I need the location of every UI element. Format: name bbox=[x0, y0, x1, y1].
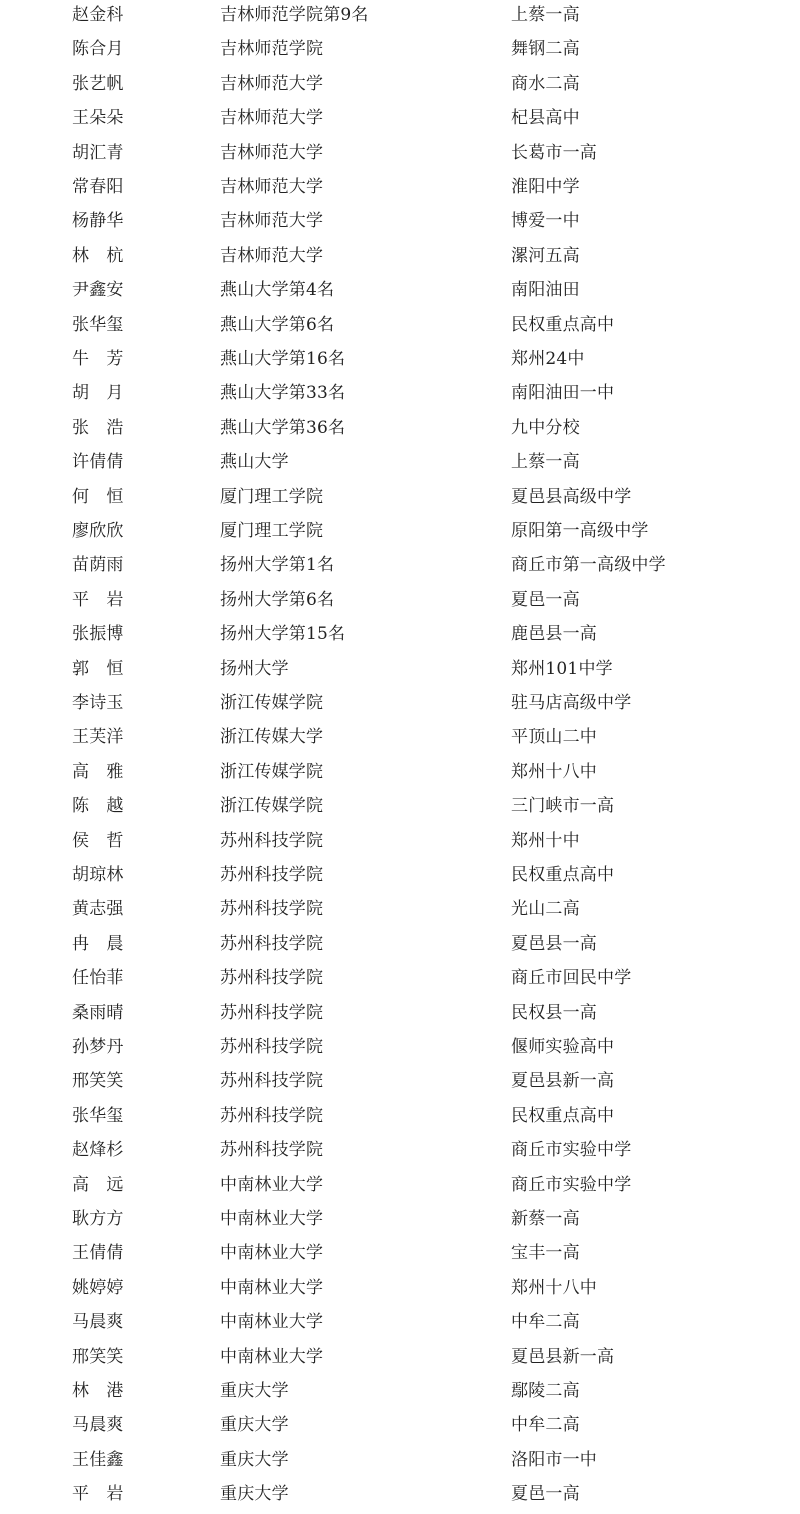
university-name: 中南林业大学 bbox=[220, 1277, 324, 1298]
student-name: 张 浩 bbox=[72, 417, 124, 438]
list-row bbox=[0, 1032, 800, 1066]
high-school-name: 漯河五高 bbox=[511, 245, 580, 266]
student-name: 桑雨晴 bbox=[72, 1002, 124, 1023]
high-school-name: 原阳第一高级中学 bbox=[511, 521, 649, 541]
list-row bbox=[0, 1135, 800, 1169]
high-school-name: 郑州十八中 bbox=[511, 761, 597, 782]
student-name: 邢笑笑 bbox=[72, 1071, 124, 1092]
list-row bbox=[0, 1170, 800, 1204]
high-school-name: 新蔡一高 bbox=[511, 1209, 580, 1229]
list-row bbox=[0, 206, 800, 240]
list-row bbox=[0, 998, 800, 1032]
list-row bbox=[0, 447, 800, 481]
student-name: 胡琼林 bbox=[72, 865, 124, 885]
student-name: 平 岩 bbox=[72, 1484, 124, 1505]
university-name: 苏州科技学院 bbox=[220, 1037, 324, 1057]
university-name: 重庆大学 bbox=[220, 1415, 289, 1436]
list-row bbox=[0, 929, 800, 963]
university-name: 扬州大学 bbox=[220, 658, 289, 679]
student-name: 林 杭 bbox=[72, 245, 124, 266]
high-school-name: 中牟二高 bbox=[511, 1312, 580, 1333]
list-row bbox=[0, 585, 800, 619]
high-school-name: 商丘市实验中学 bbox=[511, 1140, 632, 1161]
student-name: 马晨爽 bbox=[72, 1312, 124, 1333]
high-school-name: 上蔡一高 bbox=[511, 452, 580, 473]
high-school-name: 平顶山二中 bbox=[511, 727, 597, 748]
student-name: 陈 越 bbox=[72, 796, 124, 817]
student-name: 陈合月 bbox=[72, 39, 124, 60]
list-row bbox=[0, 826, 800, 860]
student-name: 许倩倩 bbox=[72, 452, 124, 473]
university-name: 重庆大学 bbox=[220, 1484, 289, 1505]
university-name: 中南林业大学 bbox=[220, 1346, 324, 1367]
university-name: 重庆大学 bbox=[220, 1449, 289, 1470]
student-name: 王倩倩 bbox=[72, 1243, 124, 1264]
high-school-name: 商丘市回民中学 bbox=[511, 968, 632, 989]
high-school-name: 上蔡一高 bbox=[511, 5, 580, 25]
university-name: 浙江传媒学院 bbox=[220, 796, 324, 817]
list-row bbox=[0, 688, 800, 722]
student-name: 高 雅 bbox=[72, 761, 124, 782]
high-school-name: 夏邑县一高 bbox=[511, 933, 597, 954]
high-school-name: 偃师实验高中 bbox=[511, 1037, 615, 1057]
list-row bbox=[0, 413, 800, 447]
university-name: 扬州大学第1名 bbox=[220, 555, 335, 576]
list-row bbox=[0, 1342, 800, 1376]
university-name: 吉林师范大学 bbox=[220, 245, 324, 266]
student-name: 牛 芳 bbox=[72, 349, 124, 369]
list-row bbox=[0, 963, 800, 997]
university-name: 浙江传媒大学 bbox=[220, 727, 324, 748]
list-row bbox=[0, 1101, 800, 1135]
list-row bbox=[0, 344, 800, 378]
list-row bbox=[0, 1307, 800, 1341]
university-name: 燕山大学第6名 bbox=[220, 314, 335, 335]
university-name: 苏州科技学院 bbox=[220, 1140, 324, 1161]
high-school-name: 商水二高 bbox=[511, 73, 580, 94]
list-row bbox=[0, 757, 800, 791]
university-name: 吉林师范学院第9名 bbox=[220, 5, 369, 25]
university-name: 苏州科技学院 bbox=[220, 865, 324, 885]
high-school-name: 淮阳中学 bbox=[511, 177, 580, 197]
high-school-name: 鄢陵二高 bbox=[511, 1381, 580, 1401]
student-name: 苗荫雨 bbox=[72, 555, 124, 576]
university-name: 浙江传媒学院 bbox=[220, 761, 324, 782]
list-row bbox=[0, 172, 800, 206]
student-name: 何 恒 bbox=[72, 486, 124, 507]
student-name: 高 远 bbox=[72, 1174, 124, 1195]
student-name: 张振博 bbox=[72, 624, 124, 645]
university-name: 燕山大学第36名 bbox=[220, 417, 346, 438]
student-name: 张华玺 bbox=[72, 314, 124, 335]
student-name: 李诗玉 bbox=[72, 693, 124, 713]
list-row bbox=[0, 1273, 800, 1307]
list-row bbox=[0, 1410, 800, 1444]
list-row bbox=[0, 654, 800, 688]
high-school-name: 郑州十八中 bbox=[511, 1277, 597, 1298]
student-name: 胡 月 bbox=[72, 383, 124, 404]
student-name: 邢笑笑 bbox=[72, 1346, 124, 1367]
student-name: 任怡菲 bbox=[72, 968, 124, 989]
university-name: 吉林师范大学 bbox=[220, 211, 324, 232]
university-name: 苏州科技学院 bbox=[220, 1071, 324, 1092]
university-name: 吉林师范大学 bbox=[220, 108, 324, 129]
student-name: 赵金科 bbox=[72, 5, 124, 25]
high-school-name: 夏邑一高 bbox=[511, 589, 580, 610]
university-name: 苏州科技学院 bbox=[220, 968, 324, 989]
list-row bbox=[0, 722, 800, 756]
high-school-name: 长葛市一高 bbox=[511, 142, 597, 163]
high-school-name: 宝丰一高 bbox=[511, 1243, 580, 1264]
student-name: 王朵朵 bbox=[72, 108, 124, 129]
list-row bbox=[0, 103, 800, 137]
university-name: 厦门理工学院 bbox=[220, 486, 324, 507]
list-row bbox=[0, 378, 800, 412]
student-name: 平 岩 bbox=[72, 589, 124, 610]
university-name: 中南林业大学 bbox=[220, 1174, 324, 1195]
high-school-name: 驻马店高级中学 bbox=[511, 693, 632, 713]
student-name: 尹鑫安 bbox=[72, 280, 124, 301]
university-name: 吉林师范大学 bbox=[220, 73, 324, 94]
student-name: 姚婷婷 bbox=[72, 1277, 124, 1298]
university-name: 中南林业大学 bbox=[220, 1243, 324, 1264]
list-row bbox=[0, 1479, 800, 1513]
university-name: 燕山大学第33名 bbox=[220, 383, 346, 404]
high-school-name: 民权重点高中 bbox=[511, 314, 615, 335]
high-school-name: 九中分校 bbox=[511, 417, 580, 438]
high-school-name: 南阳油田 bbox=[511, 280, 580, 301]
university-name: 浙江传媒学院 bbox=[220, 693, 324, 713]
university-name: 苏州科技学院 bbox=[220, 1105, 324, 1126]
list-row bbox=[0, 619, 800, 653]
high-school-name: 夏邑一高 bbox=[511, 1484, 580, 1505]
high-school-name: 博爱一中 bbox=[511, 211, 580, 232]
university-name: 厦门理工学院 bbox=[220, 521, 324, 541]
list-row bbox=[0, 482, 800, 516]
student-name: 张艺帆 bbox=[72, 73, 124, 94]
high-school-name: 南阳油田一中 bbox=[511, 383, 615, 404]
list-row bbox=[0, 310, 800, 344]
high-school-name: 商丘市实验中学 bbox=[511, 1174, 632, 1195]
student-name: 杨静华 bbox=[72, 211, 124, 232]
high-school-name: 民权重点高中 bbox=[511, 865, 615, 885]
student-name: 冉 晨 bbox=[72, 933, 124, 954]
university-name: 扬州大学第15名 bbox=[220, 624, 346, 645]
student-name: 常春阳 bbox=[72, 177, 124, 197]
list-row bbox=[0, 1066, 800, 1100]
student-name: 马晨爽 bbox=[72, 1415, 124, 1436]
high-school-name: 鹿邑县一高 bbox=[511, 624, 597, 645]
student-name: 黄志强 bbox=[72, 899, 124, 920]
high-school-name: 三门峡市一高 bbox=[511, 796, 615, 817]
high-school-name: 夏邑县新一高 bbox=[511, 1346, 615, 1367]
high-school-name: 郑州101中学 bbox=[511, 658, 613, 679]
student-name: 王佳鑫 bbox=[72, 1449, 124, 1470]
university-name: 燕山大学 bbox=[220, 452, 289, 473]
student-name: 张华玺 bbox=[72, 1105, 124, 1126]
list-row bbox=[0, 69, 800, 103]
university-name: 苏州科技学院 bbox=[220, 933, 324, 954]
high-school-name: 杞县高中 bbox=[511, 108, 580, 129]
university-name: 苏州科技学院 bbox=[220, 899, 324, 920]
list-row bbox=[0, 0, 800, 34]
high-school-name: 洛阳市一中 bbox=[511, 1449, 597, 1470]
student-name: 林 港 bbox=[72, 1381, 124, 1401]
high-school-name: 郑州十中 bbox=[511, 830, 580, 851]
high-school-name: 夏邑县新一高 bbox=[511, 1071, 615, 1092]
student-name: 郭 恒 bbox=[72, 658, 124, 679]
list-row bbox=[0, 1238, 800, 1272]
list-row bbox=[0, 516, 800, 550]
list-row bbox=[0, 138, 800, 172]
student-name: 王芙洋 bbox=[72, 727, 124, 748]
list-row bbox=[0, 1204, 800, 1238]
high-school-name: 郑州24中 bbox=[511, 349, 585, 369]
university-name: 重庆大学 bbox=[220, 1381, 289, 1401]
list-row bbox=[0, 1376, 800, 1410]
student-name: 耿方方 bbox=[72, 1209, 124, 1229]
university-name: 扬州大学第6名 bbox=[220, 589, 335, 610]
student-name: 孙梦丹 bbox=[72, 1037, 124, 1057]
university-name: 吉林师范大学 bbox=[220, 177, 324, 197]
student-name: 侯 哲 bbox=[72, 830, 124, 851]
list-row bbox=[0, 860, 800, 894]
university-name: 燕山大学第4名 bbox=[220, 280, 335, 301]
university-name: 吉林师范大学 bbox=[220, 142, 324, 163]
high-school-name: 民权重点高中 bbox=[511, 1105, 615, 1126]
list-row bbox=[0, 1445, 800, 1479]
university-name: 中南林业大学 bbox=[220, 1209, 324, 1229]
high-school-name: 夏邑县高级中学 bbox=[511, 486, 632, 507]
list-row bbox=[0, 34, 800, 68]
list-row bbox=[0, 791, 800, 825]
university-name: 吉林师范学院 bbox=[220, 39, 324, 60]
high-school-name: 光山二高 bbox=[511, 899, 580, 920]
high-school-name: 商丘市第一高级中学 bbox=[511, 555, 666, 576]
list-row bbox=[0, 550, 800, 584]
list-row bbox=[0, 241, 800, 275]
high-school-name: 民权县一高 bbox=[511, 1002, 597, 1023]
university-name: 苏州科技学院 bbox=[220, 830, 324, 851]
student-name: 胡汇青 bbox=[72, 142, 124, 163]
high-school-name: 舞钢二高 bbox=[511, 39, 580, 60]
student-name: 赵烽杉 bbox=[72, 1140, 124, 1161]
student-name: 廖欣欣 bbox=[72, 521, 124, 541]
high-school-name: 中牟二高 bbox=[511, 1415, 580, 1436]
university-name: 燕山大学第16名 bbox=[220, 349, 346, 369]
university-name: 苏州科技学院 bbox=[220, 1002, 324, 1023]
list-row bbox=[0, 275, 800, 309]
list-row bbox=[0, 894, 800, 928]
university-name: 中南林业大学 bbox=[220, 1312, 324, 1333]
